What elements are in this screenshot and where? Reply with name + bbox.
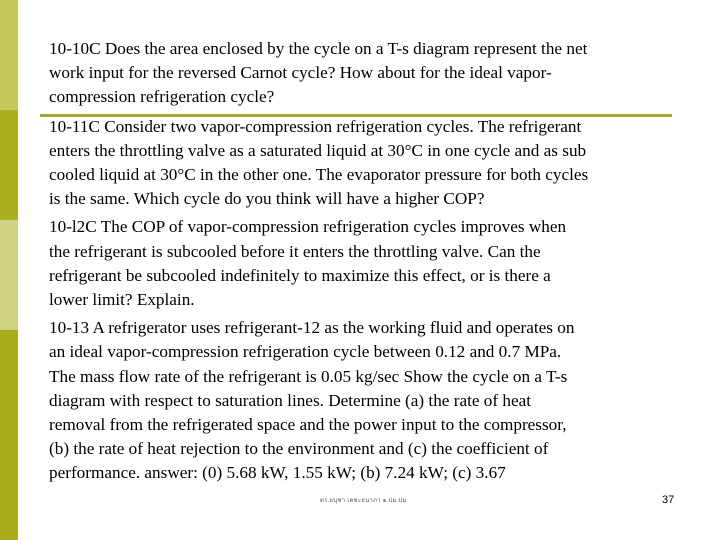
question-10-10c: 10-10C Does the area enclosed by the cycle on a T-s diagram represent the net work input for the reversed Carnot cycle? How about for the ideal vapor- compression refrigeration cycle?: [49, 39, 588, 107]
accent-bar-segment: [0, 110, 18, 220]
accent-bar-segment: [0, 330, 18, 540]
footer-author-text: ดร.อนุชา เตชะธนาภา ๑.ปม.ปม: [320, 498, 407, 504]
left-accent-bar: [0, 0, 18, 540]
slide-body: [49, 37, 689, 486]
accent-bar-segment: [0, 0, 18, 110]
accent-bar-segment: [0, 220, 18, 330]
question-10-13: 10-13 A refrigerator uses refrigerant-12 as the working fluid and operates on an ideal vapor-compression refrigeration cycle between 0.12 and 0.7 MPa. The mass flow rate of the refrigerant is 0.05 kg/sec Show the cycle on a T-s diagram with respect to saturation lines. Determine (a) the rate of heat removal from the refrigerated space and the power input to the compressor, (b) the rate of heat rejection to the environment and (c) the coefficient of performance. answer: (0) 5.68 kW, 1.55 kW; (b) 7.24 kW; (c) 3.67: [49, 318, 575, 483]
page-number: 37: [662, 494, 675, 506]
question-10-11c: 10-11C Consider two vapor-compression refrigeration cycles. The refrigerant enters the throttling valve as a saturated liquid at 30°C in one cycle and as sub cooled liquid at 30°C in the other one. The evaporator pressure for both cycles is the same. Which cycle do you think will have a higher COP?: [49, 116, 589, 209]
question-10-12c: 10-l2C The COP of vapor-compression refrigeration cycles improves when the refrigerant is subcooled before it enters the throttling valve. Can the refrigerant be subcooled indefinitely to maximize this effect, or is there a lower limit? Explain.: [49, 217, 567, 310]
